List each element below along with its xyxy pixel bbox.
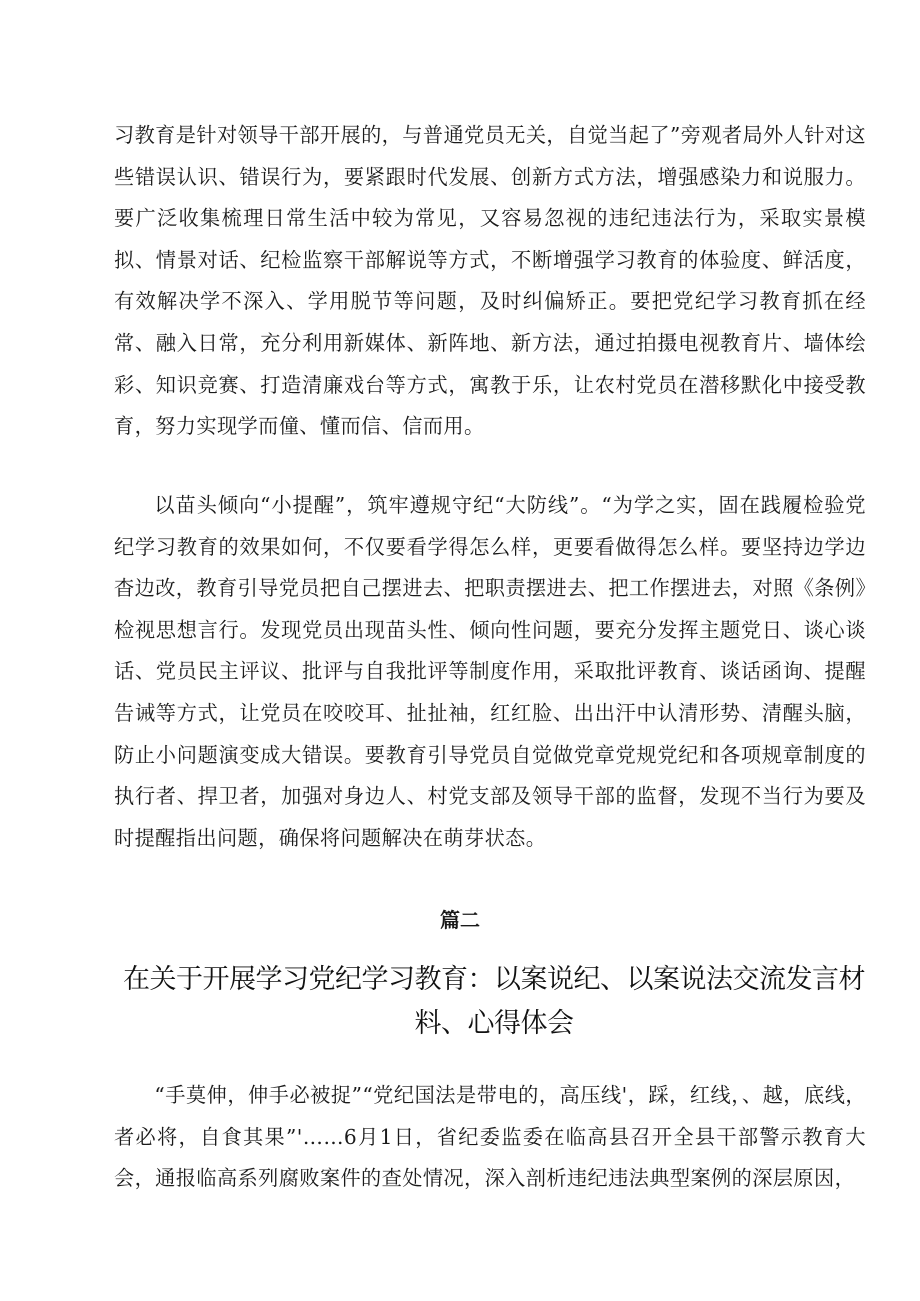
section-label: 篇二: [440, 908, 480, 932]
document-title: 在关于开展学习党纪学习教育：以案说纪、以案说法交流发言材料、心得体会: [123, 964, 865, 1039]
body-paragraph-2: 以苗头倾向“小提醒”，筑牢遵规守纪“大防线”。“为学之实，固在践履检验党纪学习教育的效果如何，不仅要看学得怎么样，更要看做得怎么样。要坚持边学边杳边改，教育引导党员把自己摆进去、把职责摆进去、把工作摆进去，对照《条例》检视思想言行。发现党员出现苗头性、倾向性问题，要充分发挥主题党日、谈心谈话、党员民主评议、批评与自我批评等制度作用，采取批评教育、谈话函询、提醒告诫等方式，让党员在咬咬耳、扯扯袖，红红脸、出出汗中认清形势、清醒头脑，防止小问题演变成大错误。要教育引导党员自觉做党章党规党纪和各项规章制度的执行者、捍卫者，加强对身边人、村党支部及领导干部的监督，发现不当行为要及时提醒指出问题，确保将问题解决在萌芽状态。: [114, 493, 866, 850]
body-paragraph-1: 习教育是针对领导干部开展的，与普通党员无关，自觉当起了”旁观者局外人针对这些错误认识、错误行为，要紧跟时代发展、创新方式方法，增强感染力和说服力。要广泛收集梳理日常生活中较为常见，又容易忽视的违纪违法行为，采取实景模拟、情景对话、纪检监察干部解说等方式，不断增强学习教育的体验度、鲜活度，有效解决学不深入、学用脱节等问题，及时纠偏矫正。要把党纪学习教育抓在经常、融入日常，充分利用新媒体、新阵地、新方法，通过拍摄电视教育片、墙体绘彩、知识竞赛、打造清廉戏台等方式，寓教于乐，让农村党员在潜移默化中接受教育，努力实现学而僮、懂而信、信而用。: [114, 123, 866, 439]
body-paragraph-3: “手莫伸，伸手必被捉”“党纪国法是带电的，高压线'，踩，红线，、越，底线，者必将，自食其果”'……6月1日，省纪委监委在临高县召开全县干部警示教育大会，通报临高系列腐败案件的查处情况，深入剖析违纪违法典型案例的深层原因，: [114, 1083, 866, 1191]
